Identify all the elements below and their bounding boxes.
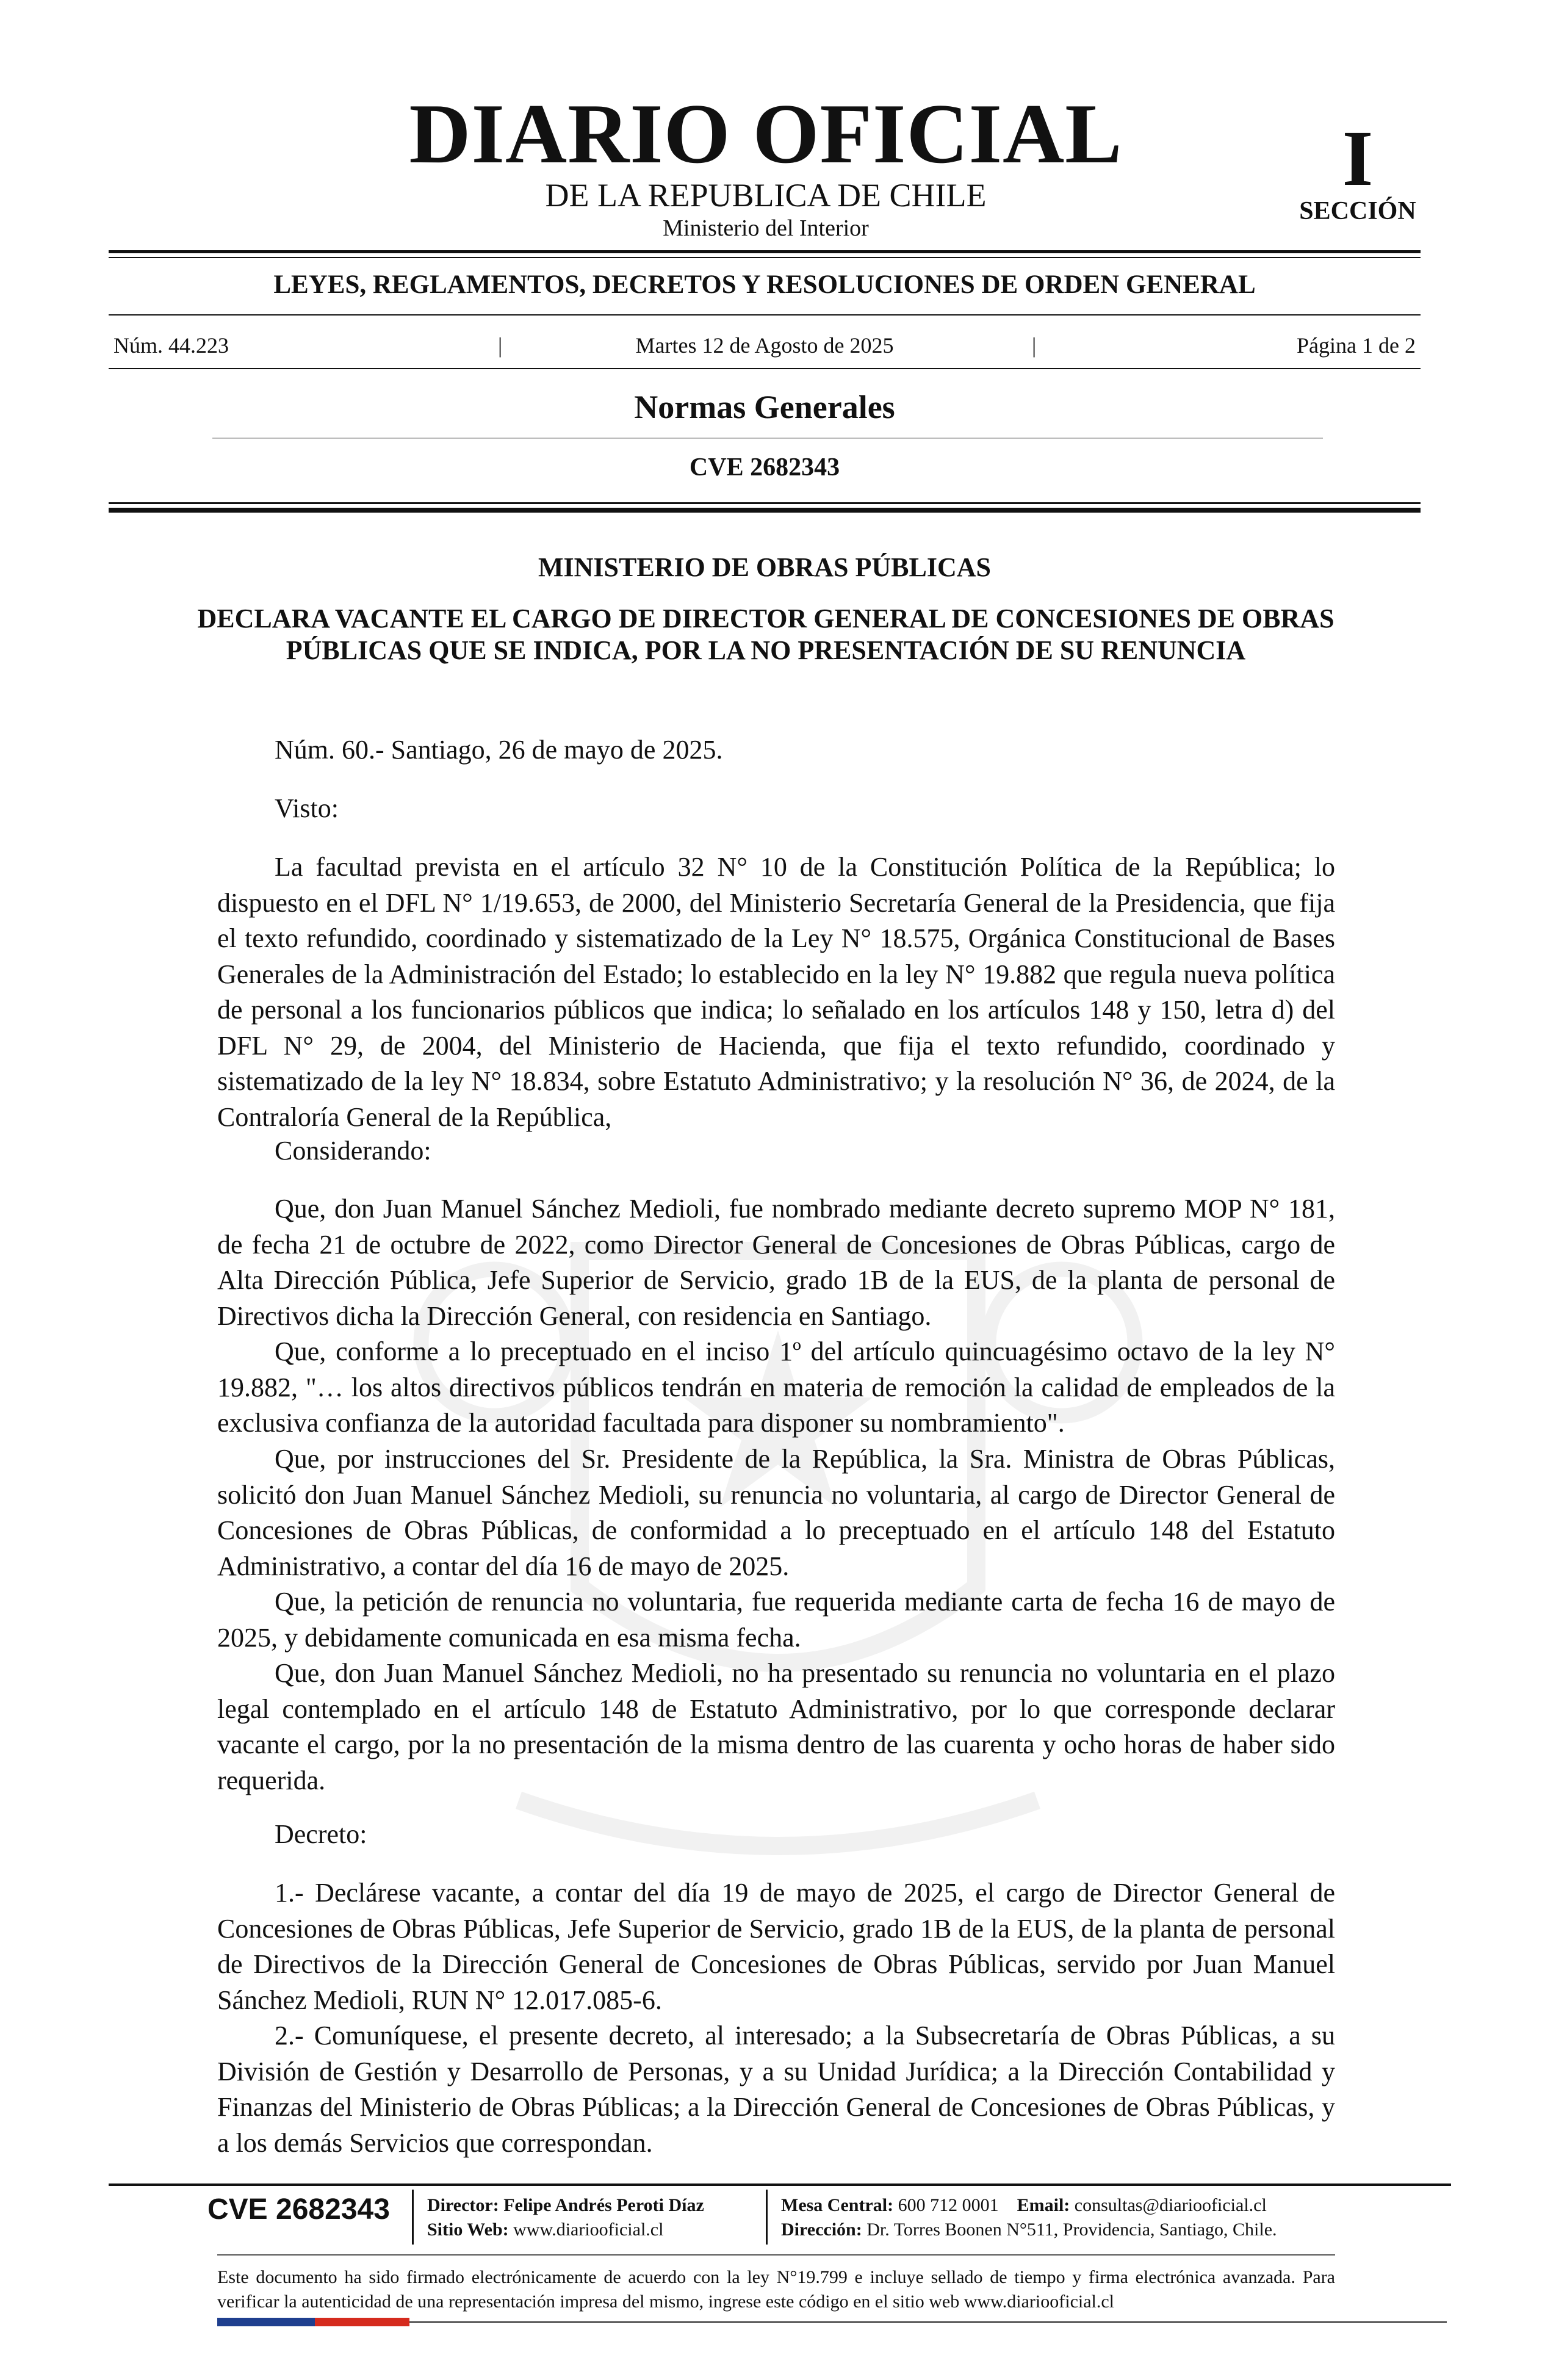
document-title: DECLARA VACANTE EL CARGO DE DIRECTOR GENERAL DE CONCESIONES DE OBRAS PÚBLICAS QUE SE INDICA, POR LA NO PRESENTACIÓN DE SU RENUNCIA [197,604,1334,665]
flag-stripe-blue [217,2318,315,2326]
footer-bottom-line [409,2321,1447,2323]
page-indicator: Página 1 de 2 [1297,333,1416,358]
header-bottom-rule-thin [109,502,1421,504]
flag-stripe-red [315,2318,409,2326]
director-value: Felipe Andrés Peroti Díaz [503,2195,704,2215]
issue-info-rule [109,368,1421,369]
footer-top-rule [109,2183,1451,2186]
footer-separator [217,2254,1335,2256]
decree-number-date: Núm. 60.- Santiago, 26 de mayo de 2025. [275,735,723,765]
masthead-rule-thin [109,257,1421,258]
address-value: Dr. Torres Boonen N°511, Providencia, Santiago, Chile. [866,2220,1277,2240]
email-link[interactable]: consultas@diariooficial.cl [1074,2195,1267,2215]
newspaper-subtitle: DE LA REPUBLICA DE CHILE [545,177,987,214]
mesa-label: Mesa Central: [781,2195,894,2215]
mesa-value: 600 712 0001 [898,2195,999,2215]
footer-site [427,2218,663,2242]
email-label: Email: [1017,2195,1070,2215]
section-number: I [1342,115,1374,203]
considerando-paragraph: Que, conforme a lo preceptuado en el inciso 1º del artículo quincuagésimo octavo de la ley N° 19.882, "… los altos directivos públicos tendrán en materia de remoción la calidad de empleados de la exclusiva confianza de la autoridad facultada para disponer su nombramiento". [217,1336,1335,1438]
footer-divider [766,2190,768,2245]
issue-date: Martes 12 de Agosto de 2025 [635,333,894,358]
header-bottom-rule-thick [109,508,1421,513]
footer-contact [781,2193,1267,2218]
issue-number: Núm. 44.223 [113,333,229,358]
category-rule [109,314,1421,316]
section-heading: Normas Generales [634,389,895,425]
category-heading: LEYES, REGLAMENTOS, DECRETOS Y RESOLUCIONES DE ORDEN GENERAL [273,270,1256,299]
considerando-paragraph: Que, la petición de renuncia no voluntaria, fue requerida mediante carta de fecha 16 de mayo de 2025, y debidamente comunicada en esa misma fecha. [217,1587,1335,1653]
decreto-heading: Decreto: [275,1819,367,1849]
masthead-rule-thick [109,250,1421,253]
director-label: Director: [427,2195,499,2215]
section-label: SECCIÓN [1299,197,1416,225]
considerando-heading: Considerando: [275,1136,431,1166]
footer-address [781,2218,1277,2242]
footer-legal-notice: Este documento ha sido firmado electrónicamente de acuerdo con la ley N°19.799 e incluye sellado de tiempo y firma electrónica avanzada. Para verificar la autenticidad de una representación impresa del mismo, ingrese este código en el sitio web www.diariooficial.cl [217,2267,1335,2312]
visto-paragraph: La facultad prevista en el artículo 32 N° 10 de la Constitución Política de la República; lo dispuesto en el DFL N° 1/19.653, de 2000, del Ministerio Secretaría General de la Presidencia, que fija el texto refundido, coordinado y sistematizado de la Ley N° 18.575, Orgánica Constitucional de Bases Generales de la Administración del Estado; lo establecido en la ley N° 19.882 que regula nueva política de personal a los funcionarios públicos que indica; lo señalado en los artículos 148 y 150, letra d) del DFL N° 29, de 2004, del Ministerio de Hacienda, que fija el texto refundido, coordinado y sistematizado de la ley N° 18.834, sobre Estatuto Administrativo; y la resolución N° 36, de 2024, de la Contraloría General de la República, [217,852,1335,1132]
site-link[interactable]: www.diariooficial.cl [513,2220,664,2240]
newspaper-title: DIARIO OFICIAL [409,87,1123,181]
separator: | [1032,333,1037,358]
considerando-paragraph: Que, don Juan Manuel Sánchez Medioli, fue nombrado mediante decreto supremo MOP N° 181, de fecha 21 de octubre de 2022, como Director General de Concesiones de Obras Públicas, cargo de Alta Dirección Pública, Jefe Superior de Servicio, grado 1B de la EUS, de la planta de personal de Directivos dicha la Dirección General, con residencia en Santiago. [217,1194,1335,1331]
newspaper-ministry: Ministerio del Interior [663,215,869,241]
considerando-paragraph: Que, don Juan Manuel Sánchez Medioli, no ha presentado su renuncia no voluntaria en el plazo legal contemplado en el artículo 148 de Estatuto Administrativo, por lo que corresponde declarar vacante el cargo, por la no presentación de la misma dentro de las cuarenta y ocho horas de haber sido requerida. [217,1658,1335,1795]
visto-heading: Visto: [275,793,339,823]
address-label: Dirección: [781,2220,862,2240]
footer-cve-code: CVE 2682343 [207,2193,390,2226]
footer-divider [412,2190,414,2245]
considerando-paragraph: Que, por instrucciones del Sr. Presidente de la República, la Sra. Ministra de Obras Públicas, solicitó don Juan Manuel Sánchez Medioli, su renuncia no voluntaria, al cargo de Director General de Concesiones de Obras Públicas, de conformidad a lo preceptuado en el artículo 148 del Estatuto Administrativo, a contar del día 16 de mayo de 2025. [217,1444,1335,1581]
section-heading-rule [212,438,1323,439]
decreto-article: 1.- Declárese vacante, a contar del día 19 de mayo de 2025, el cargo de Director General de Concesiones de Obras Públicas, Jefe Superior de Servicio, grado 1B de la EUS, de la planta de personal de Directivos de la Dirección General de Concesiones de Obras Públicas, servido por Juan Manuel Sánchez Medioli, RUN N° 12.017.085-6. [217,1878,1335,2015]
footer-director [427,2193,704,2218]
cve-code: CVE 2682343 [689,453,840,481]
document-ministry: MINISTERIO DE OBRAS PÚBLICAS [538,552,992,582]
site-label: Sitio Web: [427,2220,509,2240]
decreto-article: 2.- Comuníquese, el presente decreto, al interesado; a la Subsecretaría de Obras Públicas, a su División de Gestión y Desarrollo de Personas, y a su Unidad Jurídica; a la Dirección Contabilidad y Finanzas del Ministerio de Obras Públicas; a la Dirección General de Concesiones de Obras Públicas, y a los demás Servicios que correspondan. [217,2021,1335,2158]
separator: | [498,333,503,358]
